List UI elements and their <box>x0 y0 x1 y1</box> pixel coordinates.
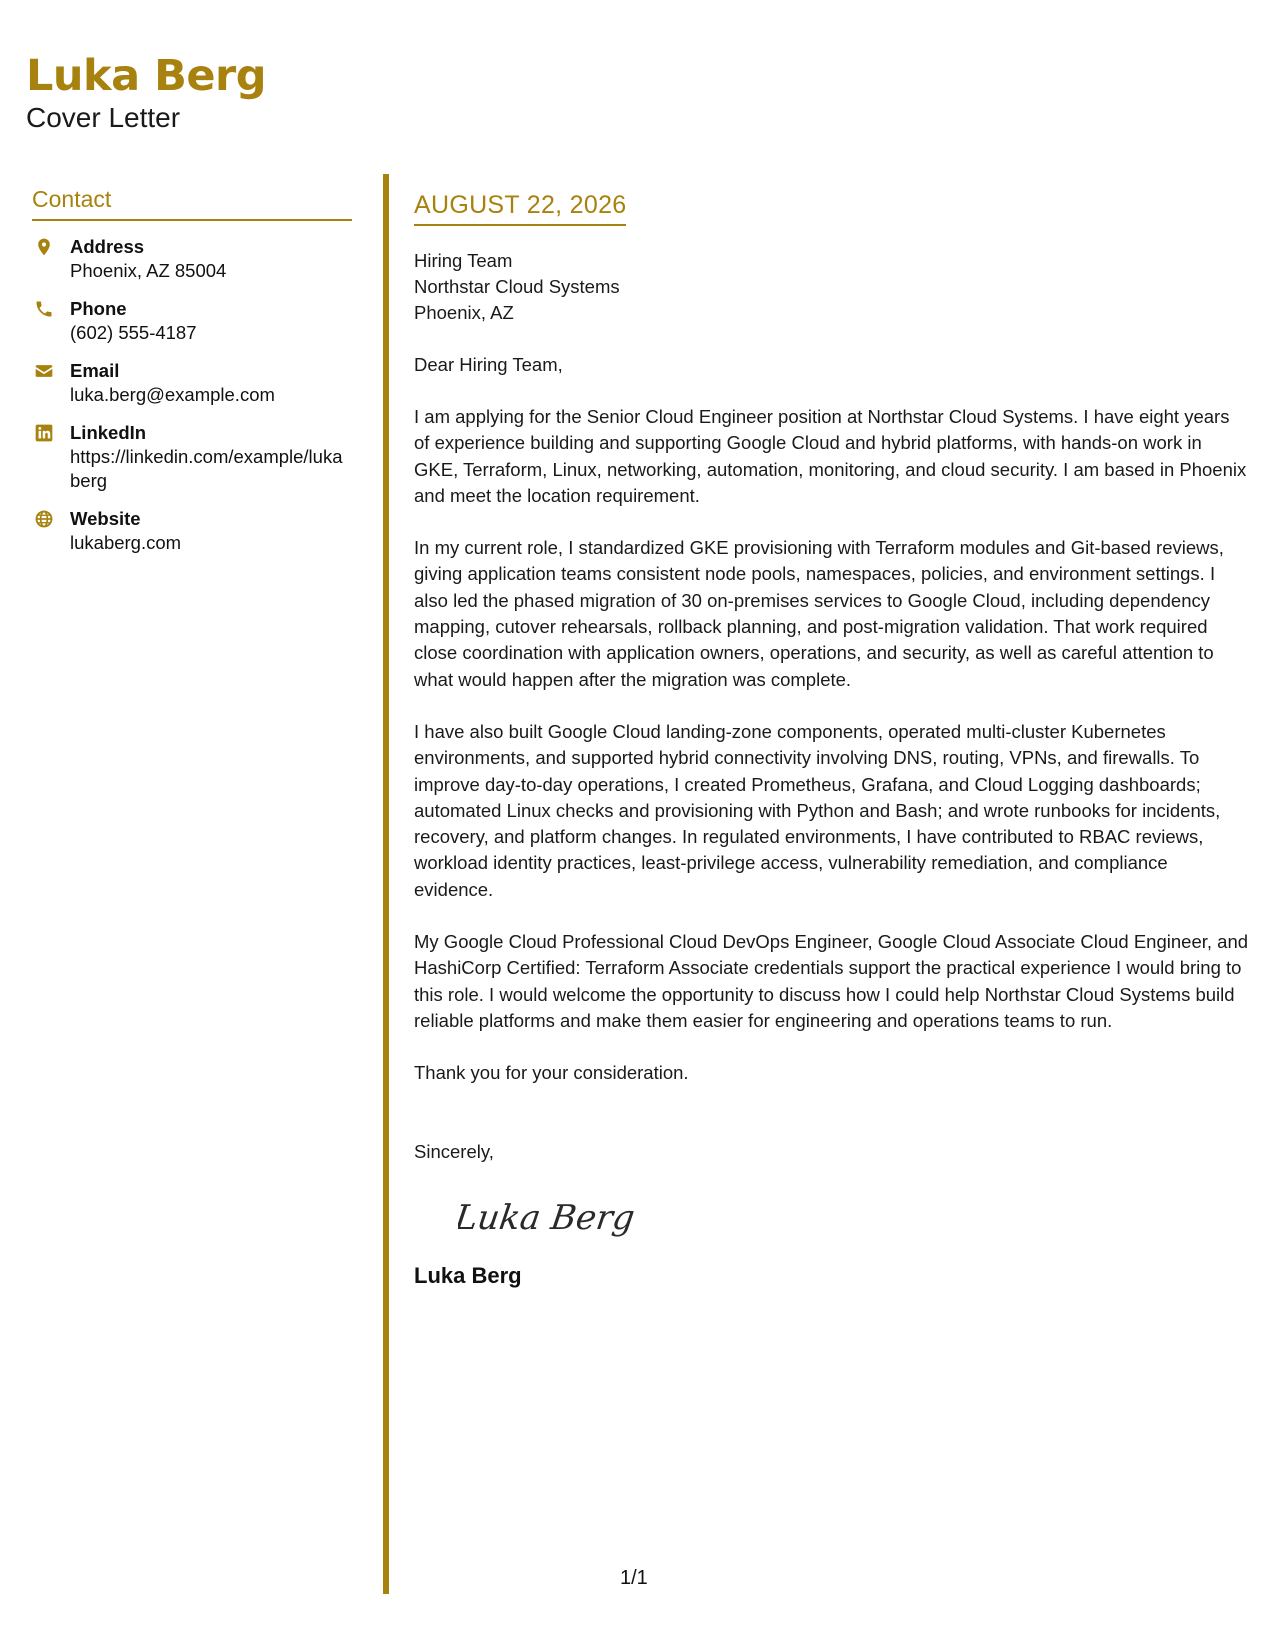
contact-address <box>32 235 352 283</box>
document-subtitle: Cover Letter <box>26 102 181 133</box>
letter-date: AUGUST 22, 2026 <box>414 191 627 219</box>
document-header <box>26 50 266 134</box>
email-icon <box>32 359 70 381</box>
email-link[interactable]: luka.berg@example.com <box>70 384 275 405</box>
contact-phone <box>32 297 352 345</box>
recipient-block <box>414 248 1250 326</box>
letter-paragraph: In my current role, I standardized GKE provisioning with Terraform modules and Git-based reviews, giving application teams consistent node pools, namespaces, policies, and environment settings. I also led the phased migration of 30 on-premises services to Google Cloud, including dependency mapping, cutover rehearsals, rollback planning, and post-migration validation. That work required close coordination with application owners, operations, and security, as well as careful attention to what would happen after the migration was complete. <box>414 537 1224 690</box>
recipient-line: Phoenix, AZ <box>414 302 514 323</box>
recipient-line: Northstar Cloud Systems <box>414 276 620 297</box>
contact-label: Phone <box>70 298 127 319</box>
letter-paragraph: I have also built Google Cloud landing-zone components, operated multi-cluster Kubernetes environments, and supported hybrid connectivity involving DNS, routing, VPNs, and firewalls. To improve day-to-day operations, I created Prometheus, Grafana, and Cloud Logging dashboards; automated Linux checks and provisioning with Python and Bash; and wrote runbooks for incidents, recovery, and platform changes. In regulated environments, I have contributed to RBAC reviews, workload identity practices, least-privilege access, vulnerability remediation, and compliance evidence. <box>414 720 1221 900</box>
contact-label: Address <box>70 236 145 257</box>
date-block <box>414 191 626 226</box>
page-number: 1/1 <box>620 1567 648 1589</box>
linkedin-icon <box>32 421 70 443</box>
contact-value: Phoenix, AZ 85004 <box>70 260 227 281</box>
handwritten-signature <box>458 1183 1250 1253</box>
contact-website <box>32 507 352 555</box>
phone-icon <box>32 297 70 319</box>
letter-body <box>414 191 1250 1289</box>
salutation: Dear Hiring Team, <box>414 354 563 375</box>
map-pin-icon <box>32 235 70 257</box>
contact-email <box>32 359 352 407</box>
closing: Sincerely, <box>414 1140 494 1162</box>
contact-label: LinkedIn <box>70 422 147 443</box>
contact-sidebar <box>32 186 352 569</box>
globe-icon <box>32 507 70 529</box>
website-link[interactable]: lukaberg.com <box>70 532 182 553</box>
column-divider <box>383 174 389 1594</box>
letter-paragraph: My Google Cloud Professional Cloud DevOps Engineer, Google Cloud Associate Cloud Engineer, and HashiCorp Certified: Terraform Associate credentials support the practical experience I would bring to this role. I would welcome the opportunity to discuss how I could help Northstar Cloud Systems build reliable platforms and make them easier for engineering and operations teams to run. <box>414 931 1249 1031</box>
applicant-name: Luka Berg <box>26 51 267 101</box>
contact-label: Website <box>70 508 141 529</box>
linkedin-link[interactable]: https://linkedin.com/example/lukaberg <box>70 446 343 491</box>
letter-paragraph: I am applying for the Senior Cloud Engineer position at Northstar Cloud Systems. I have eight years of experience building and supporting Google Cloud and hybrid platforms, with hands-on work in GKE, Terraform, Linux, networking, automation, monitoring, and cloud security. I am based in Phoenix and meet the location requirement. <box>414 406 1247 506</box>
contact-linkedin <box>32 421 352 493</box>
letter-paragraph: Thank you for your consideration. <box>414 1062 689 1084</box>
contact-value: (602) 555-4187 <box>70 322 197 343</box>
contact-label: Email <box>70 360 120 381</box>
recipient-line: Hiring Team <box>414 250 513 271</box>
contact-heading: Contact <box>32 186 352 221</box>
svg-text:Luka Berg: Luka Berg <box>458 1197 638 1238</box>
signer-name: Luka Berg <box>414 1262 522 1288</box>
